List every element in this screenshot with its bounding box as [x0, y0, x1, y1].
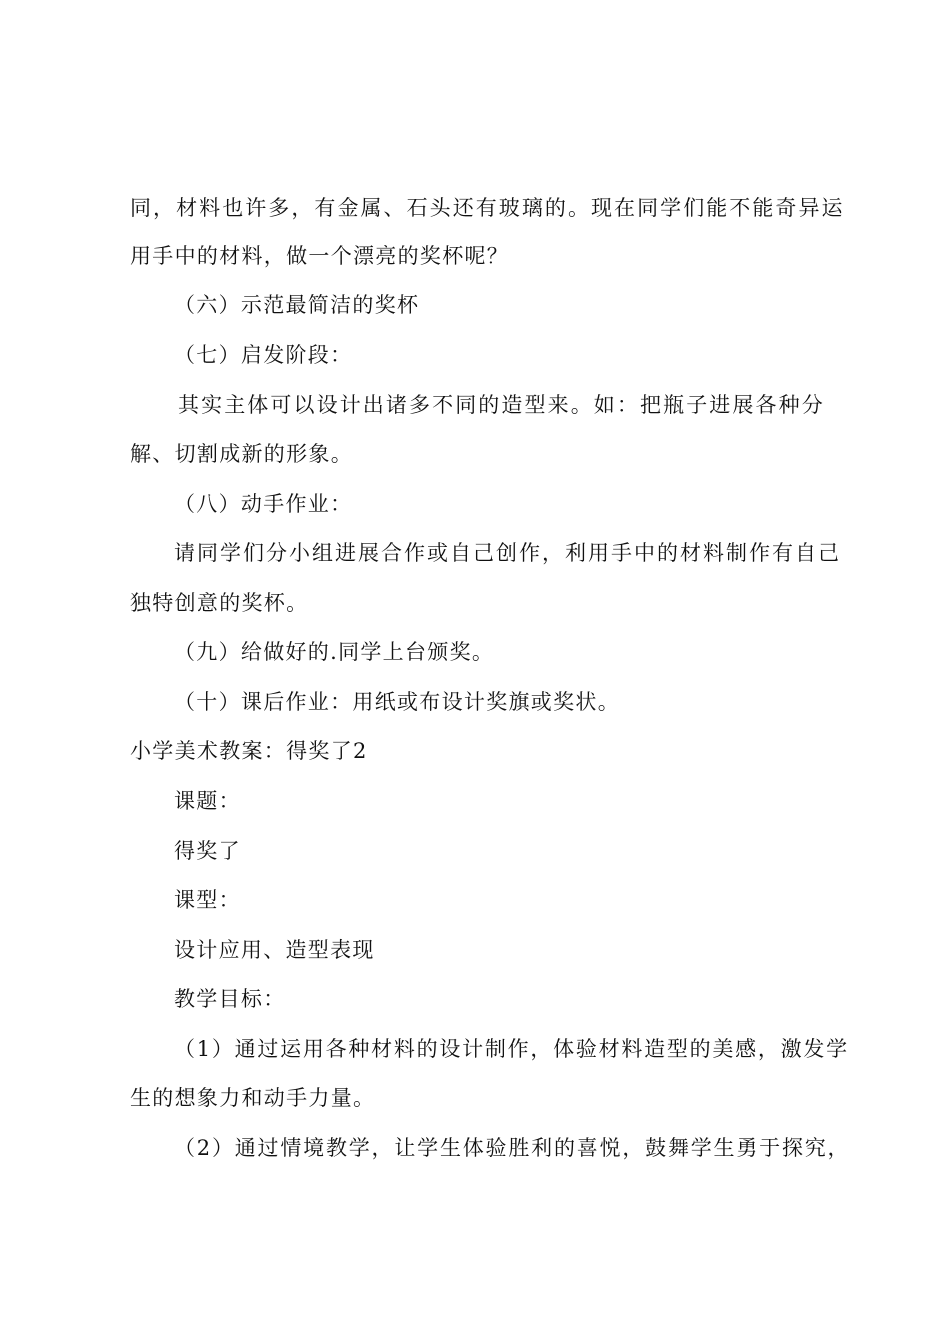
- document-subtitle: 小学美术教案：得奖了2: [130, 739, 368, 763]
- section-heading: （十）课后作业：用纸或布设计奖旗或奖状。: [174, 690, 620, 714]
- paragraph-line: （1）通过运用各种材料的设计制作，体验材料造型的美感，激发学: [174, 1037, 849, 1061]
- paragraph-line: 用手中的材料，做一个漂亮的奖杯呢？: [130, 244, 510, 268]
- field-value: 得奖了: [174, 839, 241, 863]
- paragraph-line: 解、切割成新的形象。: [130, 442, 353, 466]
- section-heading: （九）给做好的.同学上台颁奖。: [174, 640, 495, 664]
- section-heading: （六）示范最简洁的奖杯: [174, 293, 420, 317]
- paragraph-line: 其实主体可以设计出诸多不同的造型来。如：把瓶子进展各种分: [178, 393, 825, 417]
- field-label: 课型：: [174, 888, 241, 912]
- paragraph-line: 同，材料也许多，有金属、石头还有玻璃的。现在同学们能不能奇异运: [130, 196, 845, 220]
- section-heading: （八）动手作业：: [174, 492, 353, 516]
- paragraph-line: 独特创意的奖杯。: [130, 591, 309, 615]
- paragraph-line: 生的想象力和动手力量。: [130, 1086, 376, 1110]
- field-value: 设计应用、造型表现: [174, 938, 375, 962]
- paragraph-line: 请同学们分小组进展合作或自己创作，利用手中的材料制作有自己: [174, 541, 841, 565]
- paragraph-line: （2）通过情境教学，让学生体验胜利的喜悦，鼓舞学生勇于探究，: [174, 1136, 851, 1160]
- field-label: 教学目标：: [174, 987, 286, 1011]
- section-heading: （七）启发阶段：: [174, 343, 353, 367]
- field-label: 课题：: [174, 789, 241, 813]
